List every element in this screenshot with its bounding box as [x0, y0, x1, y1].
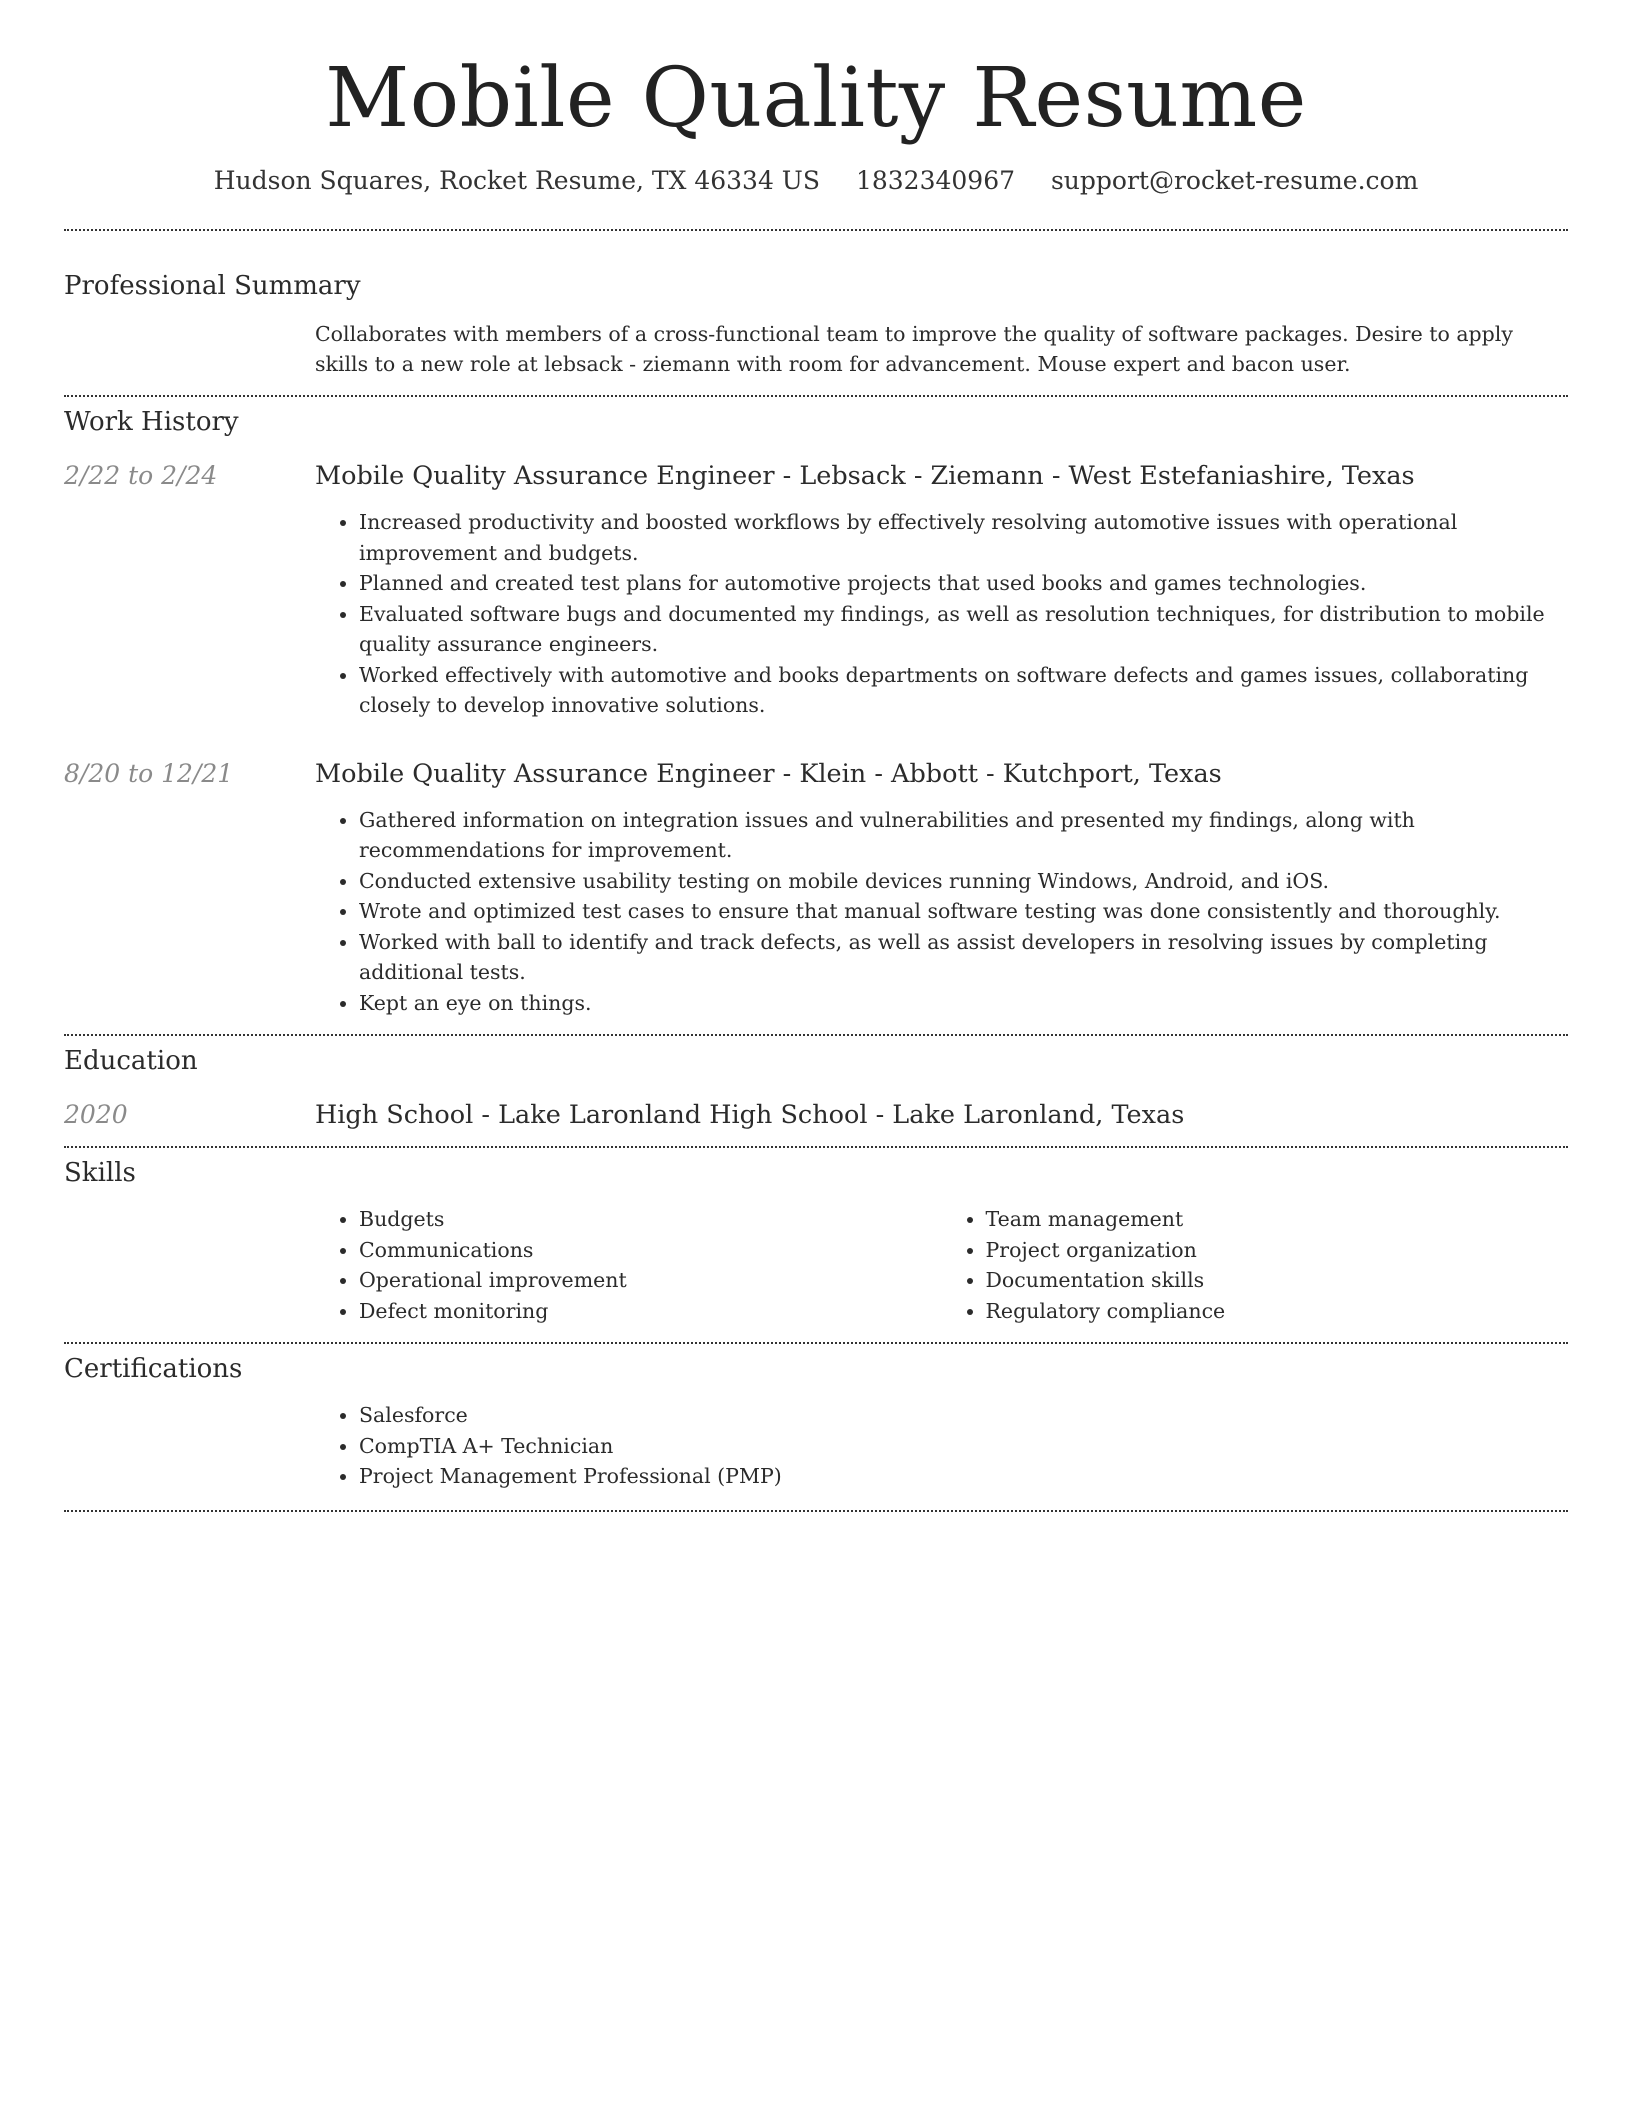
work-section [64, 397, 1568, 1018]
list-item: • Operational improvement [359, 1265, 942, 1296]
contact-address: Hudson Squares, Rocket Resume, TX 46334 US [213, 166, 820, 196]
list-item: • Evaluated software bugs and documented my findings, as well as resolution techniques, for distribution to mobile quality assurance engineers. [359, 599, 1568, 660]
work-heading: Work History [64, 407, 239, 438]
education-title: High School - Lake Laronland High School - Lake Laronland, Texas [315, 1100, 1185, 1131]
list-item: • Planned and created test plans for automotive projects that used books and games technologies. [359, 568, 1568, 599]
list-item: • Team management [986, 1204, 1569, 1235]
list-item: • Wrote and optimized test cases to ensure that manual software testing was done consistently and thoroughly. [359, 896, 1568, 927]
certifications-list [315, 1400, 1568, 1492]
list-item: • CompTIA A+ Technician [359, 1431, 1568, 1462]
skills-list-right [942, 1204, 1569, 1326]
contact-email: support@rocket-resume.com [1050, 166, 1419, 196]
contact-line [64, 166, 1568, 195]
summary-text: Collaborates with members of a cross-functional team to improve the quality of software packages. Desire to apply skills to a new role at lebsack - ziemann with room for advancement. Mouse expert and bacon user. [315, 322, 1513, 377]
list-item: • Documentation skills [986, 1265, 1569, 1296]
job-entry [64, 759, 1568, 789]
list-item: • Increased productivity and boosted workflows by effectively resolving automotive issues with operational improvement and budgets. [359, 507, 1568, 568]
list-item: • Communications [359, 1235, 942, 1266]
skills-heading: Skills [64, 1158, 136, 1189]
list-item: • Worked with ball to identify and track defects, as well as assist developers in resolving issues by completing additional tests. [359, 927, 1568, 988]
job-bullets [315, 507, 1568, 721]
certifications-section [64, 1344, 1568, 1492]
job-title: Mobile Quality Assurance Engineer - Klein - Abbott - Kutchport, Texas [315, 758, 1222, 789]
list-item: • Project organization [986, 1235, 1569, 1266]
education-year: 2020 [64, 1100, 128, 1130]
list-item: • Salesforce [359, 1400, 1568, 1431]
education-heading: Education [64, 1046, 198, 1077]
list-item: • Project Management Professional (PMP) [359, 1461, 1568, 1492]
resume-name: Mobile Quality Resume [325, 51, 1307, 146]
list-item: • Kept an eye on things. [359, 988, 1568, 1019]
list-item: • Worked effectively with automotive and books departments on software defects and games issues, collaborating closely to develop innovative solutions. [359, 660, 1568, 721]
skills-list-left [315, 1204, 942, 1326]
list-item: • Conducted extensive usability testing on mobile devices running Windows, Android, and iOS. [359, 866, 1568, 897]
contact-phone: 1832340967 [855, 166, 1016, 196]
job-bullets [315, 805, 1568, 1019]
summary-section [64, 231, 1568, 379]
list-item: • Budgets [359, 1204, 942, 1235]
list-item: • Defect monitoring [359, 1296, 942, 1327]
summary-heading: Professional Summary [64, 271, 361, 302]
list-item: • Gathered information on integration issues and vulnerabilities and presented my findings, along with recommendations for improvement. [359, 805, 1568, 866]
education-entry [64, 1100, 1568, 1130]
job-dates: 8/20 to 12/21 [64, 758, 234, 788]
divider [64, 1510, 1568, 1512]
certifications-heading: Certifications [64, 1354, 243, 1385]
resume-page [64, 0, 1568, 1512]
job-title: Mobile Quality Assurance Engineer - Lebsack - Ziemann - West Estefaniashire, Texas [315, 461, 1415, 492]
job-dates: 2/22 to 2/24 [64, 461, 218, 491]
skills-section [64, 1148, 1568, 1326]
education-section [64, 1036, 1568, 1130]
job-entry [64, 461, 1568, 491]
list-item: • Regulatory compliance [986, 1296, 1569, 1327]
